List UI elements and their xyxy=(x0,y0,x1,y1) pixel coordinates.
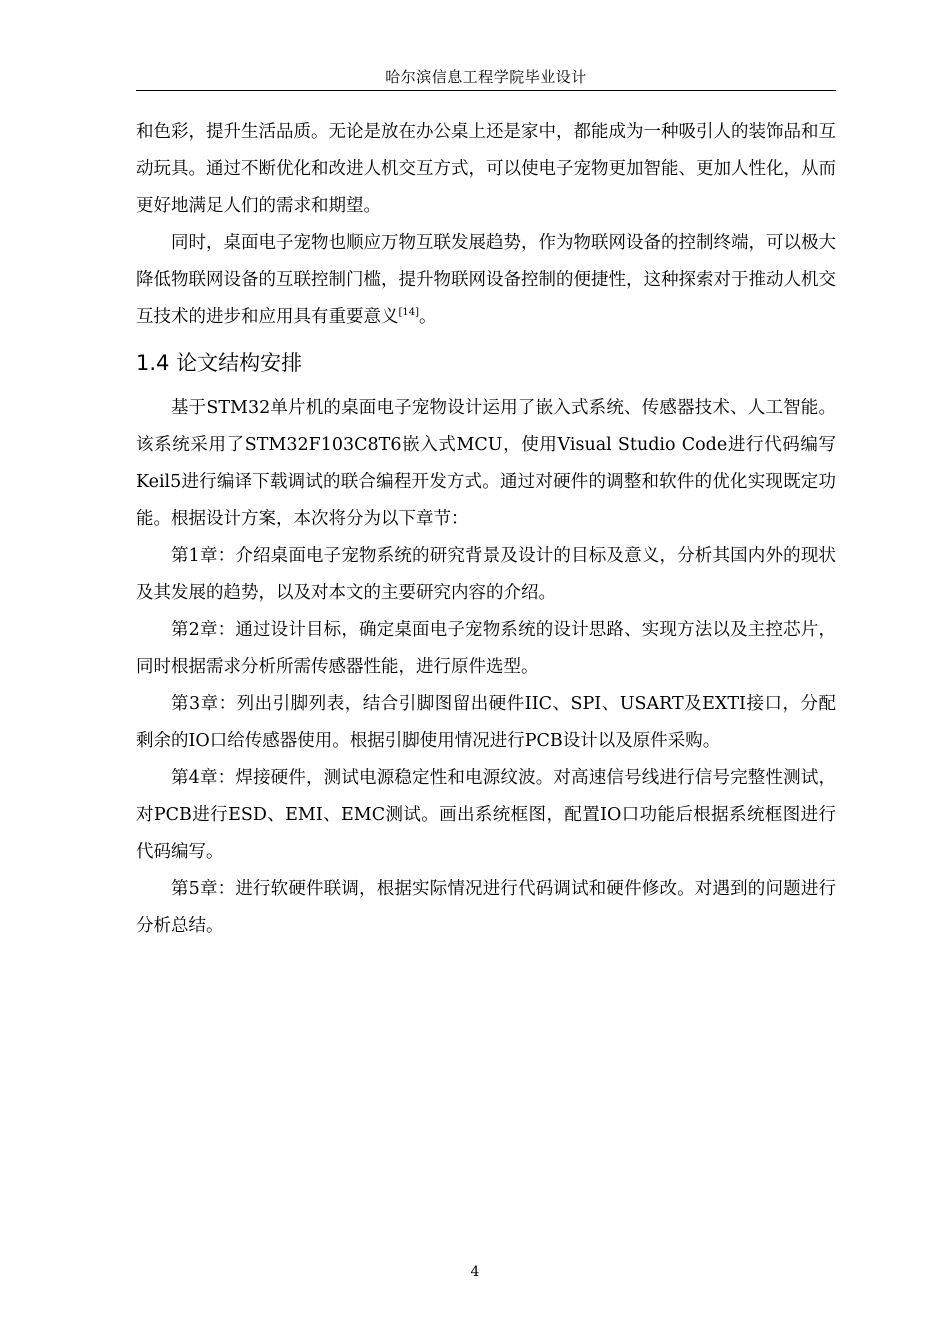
citation-reference: [14] xyxy=(398,307,420,319)
paragraph-end: 。 xyxy=(419,307,437,327)
document-body xyxy=(136,114,836,945)
paragraph-text: 同时，桌面电子宠物也顺应万物互联发展趋势，作为物联网设备的控制终端，可以极大降低物联网设备的互联控制门槛，提升物联网设备控制的便捷性，这种探索对于推动人机交互技术的进步和应用具有重要意义 xyxy=(136,233,836,327)
body-paragraph: 和色彩，提升生活品质。无论是放在办公桌上还是家中，都能成为一种吸引人的装饰品和互动玩具。通过不断优化和改进人机交互方式，可以使电子宠物更加智能、更加人性化，从而更好地满足人们的需求和期望。 xyxy=(136,122,836,216)
header-title: 哈尔滨信息工程学院毕业设计 xyxy=(385,68,587,86)
page-header xyxy=(136,64,836,91)
body-paragraph: 基于STM32单片机的桌面电子宠物设计运用了嵌入式系统、传感器技术、人工智能。该系统采用了STM32F103C8T6嵌入式MCU，使用Visual Studio Code进行代码编写Keil5进行编译下载调试的联合编程开发方式。通过对硬件的调整和软件的优化实现既定功能。根据设计方案，本次将分为以下章节： xyxy=(136,398,836,529)
chapter-summary-5: 第5章：进行软硬件联调，根据实际情况进行代码调试和硬件修改。对遇到的问题进行分析总结。 xyxy=(136,879,836,936)
chapter-summary-2: 第2章：通过设计目标，确定桌面电子宠物系统的设计思路、实现方法以及主控芯片，同时根据需求分析所需传感器性能，进行原件选型。 xyxy=(136,620,836,677)
page-number: 4 xyxy=(470,1264,480,1280)
chapter-summary-4: 第4章：焊接硬件，测试电源稳定性和电源纹波。对高速信号线进行信号完整性测试，对PCB进行ESD、EMI、EMC测试。画出系统框图，配置IO口功能后根据系统框图进行代码编写。 xyxy=(136,768,836,862)
body-paragraph-with-citation xyxy=(136,225,836,336)
chapter-summary-3: 第3章：列出引脚列表，结合引脚图留出硬件IIC、SPI、USART及EXTI接口，分配剩余的IO口给传感器使用。根据引脚使用情况进行PCB设计以及原件采购。 xyxy=(136,694,836,751)
section-heading: 1.4 论文结构安排 xyxy=(136,351,303,375)
chapter-summary-1: 第1章：介绍桌面电子宠物系统的研究背景及设计的目标及意义，分析其国内外的现状及其发展的趋势，以及对本文的主要研究内容的介绍。 xyxy=(136,546,836,603)
